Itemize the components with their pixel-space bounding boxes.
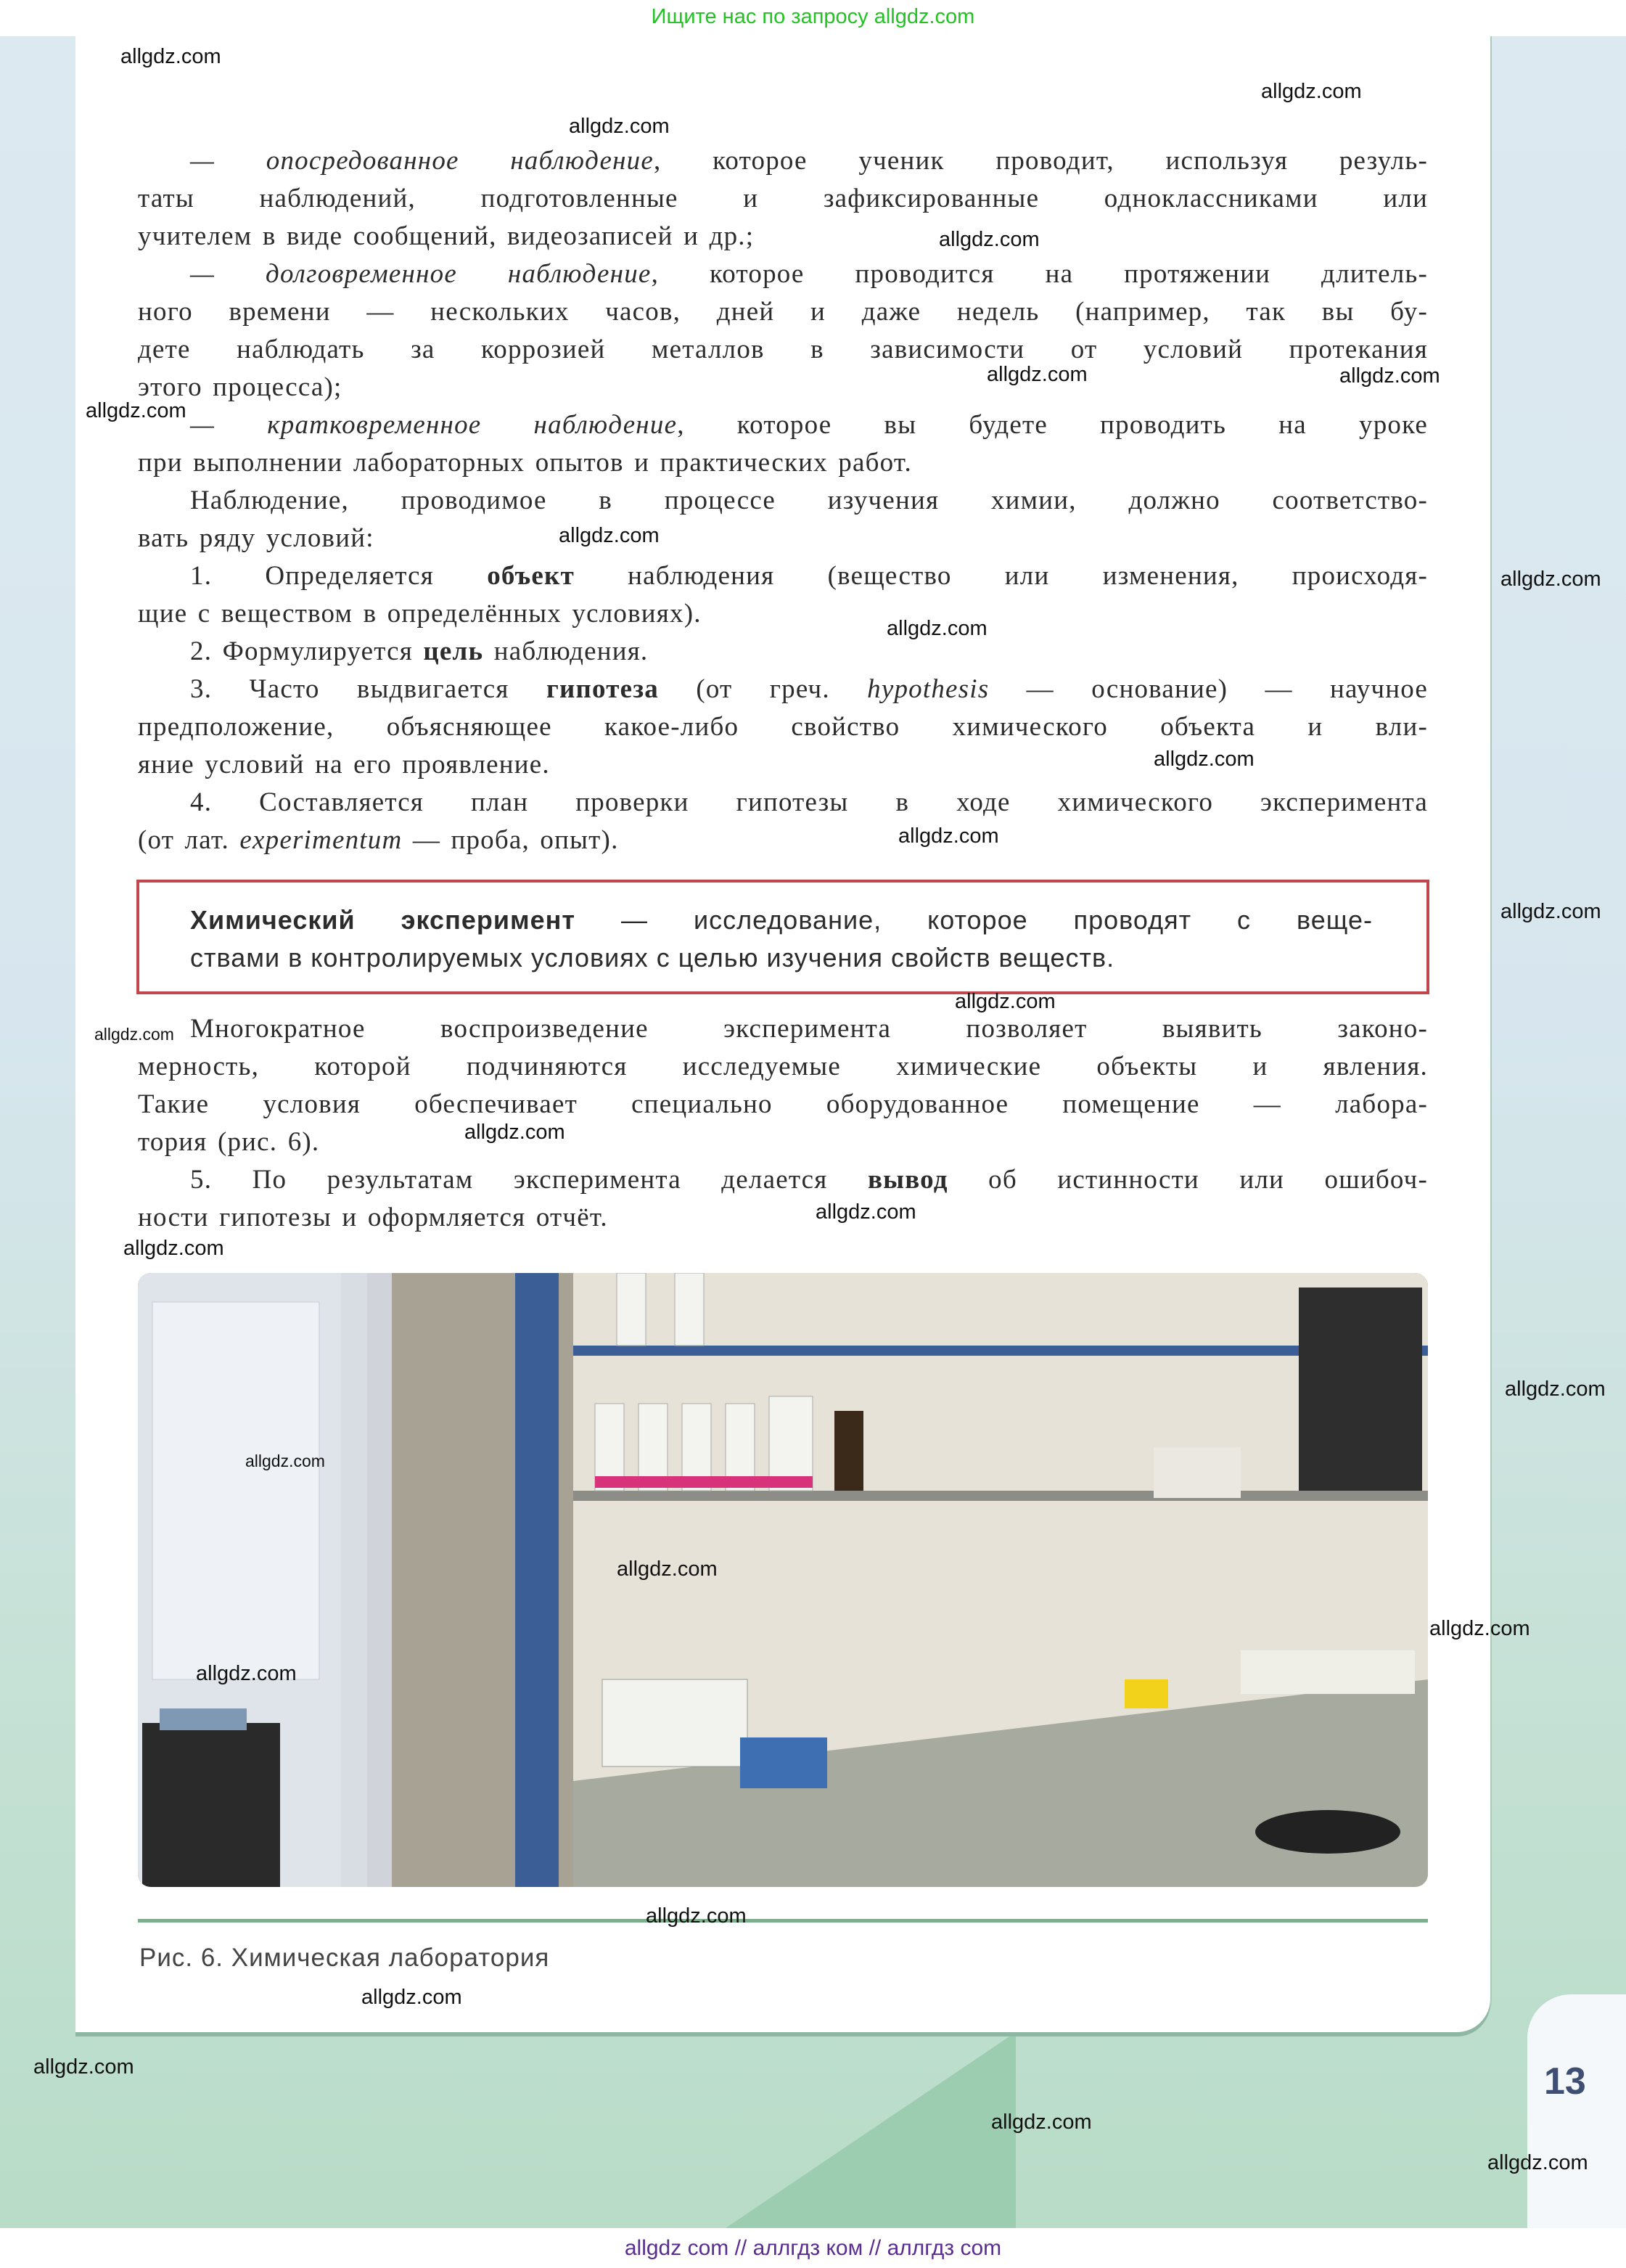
text-line [138, 293, 1428, 331]
text-line [138, 218, 1428, 255]
caption-divider [138, 1919, 1428, 1923]
watermark: allgdz.com [955, 990, 1056, 1013]
text-run: этого процесса); [138, 372, 342, 402]
text-run: 4. Составляется план проверки гипотезы в ходе химического эксперимента [190, 787, 1428, 817]
watermark: allgdz.com [123, 1237, 224, 1260]
watermark: allgdz.com [887, 617, 987, 640]
text-line [190, 482, 1428, 520]
watermark: allgdz.com [464, 1121, 565, 1144]
text-line [190, 671, 1428, 708]
text-run: — основание) — научное [989, 674, 1429, 704]
watermark: allgdz.com [94, 1025, 174, 1044]
bold-term: цель [423, 636, 484, 666]
text-line [138, 708, 1428, 746]
text-run: наблюдения (вещество или изменения, происходя- [574, 561, 1428, 591]
text-run: Наблюдение, проводимое в процессе изучения химии, должно соответство- [190, 486, 1428, 515]
text-run: — исследование, которое проводят с веще- [575, 905, 1374, 935]
text-run: Такие условия обеспечивает специально оборудованное помещение — лабора- [138, 1089, 1428, 1119]
text-run: — проба, опыт). [402, 825, 619, 855]
text-line [138, 1048, 1428, 1086]
italic-term: — опосредованное наблюдение [190, 146, 654, 176]
text-line [190, 255, 1428, 293]
watermark: allgdz.com [33, 2055, 134, 2079]
text-line [190, 784, 1428, 822]
italic-term: experimentum [239, 825, 403, 855]
watermark: allgdz.com [1154, 748, 1255, 771]
text-run: щие с веществом в определённых условиях). [138, 599, 702, 629]
text-line [138, 595, 1428, 633]
text-run: яние условий на его проявление. [138, 750, 550, 779]
watermark: allgdz.com [361, 1986, 462, 2009]
text-line [138, 1123, 1428, 1161]
italic-term: — долговременное наблюдение [190, 259, 652, 289]
bold-term: гипотеза [546, 674, 659, 704]
text-run: , которое ученик проводит, используя резуль- [653, 146, 1428, 176]
text-run: предположение, объясняющее какое-либо свойство химического объекта и вли- [138, 712, 1428, 742]
bold-term: Химический эксперимент [190, 905, 575, 935]
text-run: при выполнении лабораторных опытов и практических работ. [138, 448, 912, 478]
page-number-tab [1527, 1994, 1626, 2228]
watermark: allgdz.com [559, 524, 660, 547]
text-run: ного времени — нескольких часов, дней и даже недель (например, так вы бу- [138, 297, 1428, 327]
text-run: тория (рис. 6). [138, 1127, 320, 1157]
watermark: allgdz.com [1339, 364, 1440, 388]
text-line [190, 142, 1428, 180]
lab-photo [138, 1273, 1428, 1887]
watermark: allgdz.com [646, 1904, 747, 1928]
text-line [138, 444, 1428, 482]
text-run: , которое проводится на протяжении длитель- [651, 259, 1429, 289]
text-line [138, 369, 1428, 406]
watermark: allgdz.com [991, 2111, 1092, 2134]
text-run: учителем в виде сообщений, видеозаписей и др.; [138, 221, 755, 251]
text-run: вать ряду условий: [138, 523, 374, 553]
bottom-footer[interactable]: allgdz com // аллгдз ком // аллгдз com [0, 2228, 1626, 2268]
watermark: allgdz.com [120, 45, 221, 68]
watermark: allgdz.com [1505, 1377, 1606, 1401]
text-run: об истинности или ошибоч- [948, 1165, 1428, 1195]
text-line [138, 1199, 1428, 1237]
text-run: таты наблюдений, подготовленные и зафиксированные одноклассниками или [138, 184, 1428, 213]
watermark: allgdz.com [569, 115, 670, 138]
text-run: 2. Формулируется [190, 636, 424, 666]
text-line [190, 939, 1373, 977]
text-run: (от лат. [138, 825, 240, 855]
watermark: allgdz.com [1261, 80, 1362, 103]
text-line [138, 520, 1428, 557]
text-run: (от греч. [658, 674, 868, 704]
text-line [190, 557, 1428, 595]
text-line [138, 180, 1428, 218]
watermark: allgdz.com [939, 228, 1040, 251]
italic-term: — кратковременное наблюдение [190, 410, 678, 440]
text-run: наблюдения. [483, 636, 649, 666]
text-line [138, 1086, 1428, 1123]
text-line [138, 331, 1428, 369]
figure-caption: Рис. 6. Химическая лаборатория [139, 1944, 550, 1972]
text-run: мерность, которой подчиняются исследуемые химические объекты и явления. [138, 1052, 1428, 1081]
text-run: дете наблюдать за коррозией металлов в зависимости от условий протекания [138, 335, 1428, 364]
watermark: allgdz.com [1487, 2151, 1588, 2174]
watermark: allgdz.com [898, 824, 999, 848]
bold-term: объект [487, 561, 575, 591]
watermark: allgdz.com [987, 363, 1088, 386]
text-run: 3. Часто выдвигается [190, 674, 546, 704]
page-number: 13 [1544, 2060, 1586, 2103]
watermark: allgdz.com [1500, 900, 1601, 923]
text-run: 5. По результатам эксперимента делается [190, 1165, 868, 1195]
top-banner[interactable]: Ищите нас по запросу allgdz.com [0, 0, 1626, 36]
text-run: Многократное воспроизведение эксперимента позволяет выявить законо- [190, 1014, 1428, 1044]
text-run: 1. Определяется [190, 561, 488, 591]
italic-term: hypothesis [867, 674, 990, 704]
watermark: allgdz.com [86, 399, 186, 422]
text-line [190, 1010, 1428, 1048]
watermark: allgdz.com [196, 1662, 297, 1685]
watermark: allgdz.com [245, 1452, 325, 1470]
bold-term: вывод [867, 1165, 948, 1195]
text-run: , которое вы будете проводить на уроке [677, 410, 1429, 440]
text-run: ности гипотезы и оформляется отчёт. [138, 1203, 608, 1232]
text-line [190, 901, 1373, 939]
text-line [190, 406, 1428, 444]
text-line [138, 822, 1428, 859]
text-line [190, 1161, 1428, 1199]
watermark: allgdz.com [617, 1557, 718, 1581]
watermark: allgdz.com [1429, 1617, 1530, 1640]
text-run: ствами в контролируемых условиях с целью изучения свойств веществ. [190, 943, 1115, 973]
text-line [190, 633, 1428, 671]
watermark: allgdz.com [1500, 568, 1601, 591]
watermark: allgdz.com [816, 1200, 916, 1224]
